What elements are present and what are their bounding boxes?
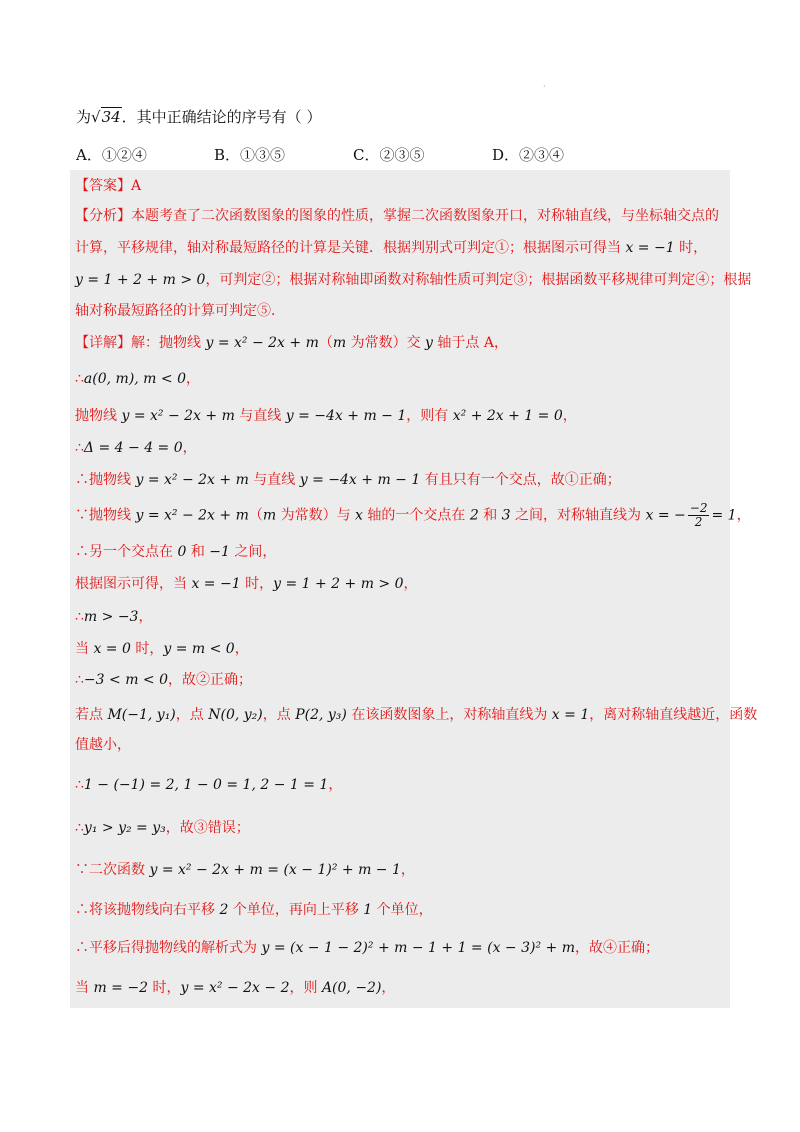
text: ，则: [289, 980, 322, 996]
text: 若点: [75, 707, 108, 723]
step-14: [75, 860, 722, 880]
text: ∴抛物线: [75, 472, 136, 488]
text: ，: [328, 777, 343, 793]
text: 时，: [148, 980, 181, 996]
math: = 1: [711, 507, 737, 524]
step-11: [75, 705, 758, 725]
text: ∴: [75, 672, 84, 688]
text: ，则有: [406, 408, 453, 424]
step-17: [75, 978, 722, 998]
math: y = x² − 2x + m: [135, 472, 249, 488]
text: ，点: [175, 707, 209, 723]
text: 轴于点 A，: [432, 335, 508, 351]
text: ，: [138, 609, 153, 625]
math: y = 1 + 2 + m > 0: [273, 576, 404, 592]
math: P(2, y₃): [295, 707, 347, 723]
math: m = −2: [93, 980, 148, 996]
text: 【详解】解：抛物线: [75, 335, 206, 351]
math: 2: [469, 507, 479, 524]
text: 时，: [674, 240, 708, 256]
step-15: [75, 900, 722, 920]
text: 当: [75, 980, 94, 996]
text: 个单位，: [372, 902, 433, 918]
analysis-text-1: 【分析】本题考查了二次函数图象的图象的性质，掌握二次函数图象开口，对称轴直线，与坐标轴交点的: [75, 208, 719, 224]
math: m: [262, 507, 277, 524]
step-2: [75, 406, 722, 426]
step-5: [75, 501, 751, 529]
math: y = 1 + 2 + m > 0: [75, 272, 206, 288]
math: m: [332, 335, 347, 351]
text: 时，: [240, 576, 274, 592]
analysis-text-4: 轴对称最短路径的计算可判定⑤．: [75, 303, 285, 319]
radical-sign: √: [91, 108, 101, 126]
step-12: [75, 775, 722, 795]
answer-text: 【答案】A: [75, 178, 142, 194]
answer-line: [75, 176, 722, 196]
text: 为常数）与: [276, 507, 356, 524]
step-1: [75, 369, 722, 389]
math: 3: [501, 507, 511, 524]
fraction-denominator: 2: [694, 515, 703, 529]
math: −1: [209, 544, 230, 560]
text: ∴: [75, 777, 84, 793]
text: ∵抛物线: [75, 507, 136, 524]
math: y = x² − 2x + m: [205, 335, 319, 351]
text: 与直线: [234, 408, 286, 424]
option-d: D．②③④: [492, 146, 565, 164]
text: ，故④正确；: [575, 940, 659, 956]
text: ，: [182, 440, 197, 456]
math: x = 1: [551, 707, 590, 723]
math: y = −4x + m − 1: [285, 408, 407, 424]
math: a(0, m), m < 0: [83, 371, 186, 387]
step-10: [75, 670, 722, 690]
text: ，: [403, 576, 418, 592]
text: ，点: [262, 707, 296, 723]
sqrt-expression: [91, 106, 122, 128]
step-3: [75, 438, 722, 458]
text: 计算，平移规律，轴对称最短路径的计算是关键．根据判别式可判定①；根据图示可得当: [75, 240, 626, 256]
analysis-line-2: [75, 238, 722, 258]
math: M(−1, y₁): [107, 707, 176, 723]
text: ，: [736, 507, 751, 524]
text: ，故③错误；: [165, 820, 250, 836]
math: x = −1: [191, 576, 241, 592]
solution-box: [70, 170, 758, 1008]
analysis-line-3: [75, 270, 752, 290]
text: 当: [75, 641, 94, 657]
step-11-cont: [75, 735, 722, 755]
step-8: [75, 607, 722, 627]
math: x: [355, 507, 363, 524]
text: 值越小，: [75, 737, 131, 753]
question-suffix: ．其中正确结论的序号有（ ）: [121, 108, 322, 126]
option-c: C．②③⑤: [353, 146, 425, 164]
text: ∴将该抛物线向右平移: [75, 902, 220, 918]
answer-options: [76, 144, 736, 166]
math: Δ = 4 − 4 = 0: [83, 440, 183, 456]
text: 有且只有一个交点，故①正确；: [420, 472, 621, 488]
math: N(0, y₂): [208, 707, 263, 723]
question-prefix: 为: [76, 108, 92, 126]
math: y = (x − 1 − 2)² + m − 1 + 1 = (x − 3)² + m: [261, 940, 575, 956]
math: y = x² − 2x + m: [121, 408, 235, 424]
step-13: [75, 818, 722, 838]
math: y = x² − 2x + m: [135, 507, 249, 524]
math: −3 < m < 0: [83, 672, 169, 688]
step-4: [75, 470, 722, 490]
fraction: [688, 502, 710, 529]
math: x = −1: [625, 240, 675, 256]
analysis-line-4: [75, 301, 722, 321]
math: y = −4x + m − 1: [299, 472, 421, 488]
text: ，: [186, 371, 200, 387]
math: m > −3: [83, 609, 139, 625]
step-7: [75, 574, 722, 594]
math: 1: [363, 902, 373, 918]
text: 根据图示可得，当: [75, 576, 192, 592]
text: ，: [400, 862, 415, 878]
math: x² + 2x + 1 = 0: [452, 408, 563, 424]
math: x = −: [645, 507, 686, 524]
text: ，故②正确；: [168, 672, 253, 688]
text: （: [248, 507, 263, 524]
text: ∴平移后得抛物线的解析式为: [75, 940, 262, 956]
text: 与直线: [248, 472, 300, 488]
math: 2: [219, 902, 229, 918]
text: ∴: [75, 440, 84, 456]
option-a: A．①②④: [76, 146, 147, 164]
math: x = 0: [93, 641, 131, 657]
text: ，: [234, 641, 249, 657]
step-9: [75, 639, 722, 659]
text: ∴另一个交点在: [75, 544, 178, 560]
math: y₁ > y₂ = y₃: [83, 820, 166, 836]
option-b: B．①③⑤: [214, 146, 286, 164]
text: 个单位，再向上平移: [228, 902, 364, 918]
text: ∴: [75, 609, 84, 625]
math: 0: [177, 544, 187, 560]
question-tail: [76, 106, 321, 128]
text: ，可判定②；根据对称轴即函数对称轴性质可判定③；根据函数平移规律可判定④；根据: [205, 272, 752, 288]
math: y = m < 0: [163, 641, 235, 657]
math: y: [425, 335, 433, 351]
text: ，离对称轴直线越近，函数: [589, 707, 758, 723]
analysis-line-1: [75, 206, 722, 226]
text: ，: [381, 980, 396, 996]
text: （: [318, 335, 333, 351]
text: ∴: [75, 371, 84, 387]
text: 抛物线: [75, 408, 122, 424]
math: A(0, −2): [321, 980, 382, 996]
step-16: [75, 938, 722, 958]
text: 时，: [130, 641, 164, 657]
text: 轴的一个交点在: [362, 507, 470, 524]
text: 和: [478, 507, 502, 524]
text: 之间，对称轴直线为: [510, 507, 646, 524]
text: 和: [186, 544, 210, 560]
detail-line-1: [75, 333, 722, 353]
fraction-numerator: −2: [689, 501, 708, 515]
text: 为常数）交: [346, 335, 426, 351]
text: ∴: [75, 820, 84, 836]
text: 在该函数图象上，对称轴直线为: [346, 707, 552, 723]
step-6: [75, 542, 722, 562]
text: ，: [562, 408, 577, 424]
text: ∵二次函数: [75, 862, 150, 878]
math: y = x² − 2x − 2: [180, 980, 290, 996]
radicand: 34: [101, 108, 121, 126]
math: 1 − (−1) = 2, 1 − 0 = 1, 2 − 1 = 1: [83, 777, 329, 793]
text: 之间，: [229, 544, 277, 560]
page-marker: ·: [543, 82, 546, 91]
math: y = x² − 2x + m = (x − 1)² + m − 1: [149, 862, 401, 878]
